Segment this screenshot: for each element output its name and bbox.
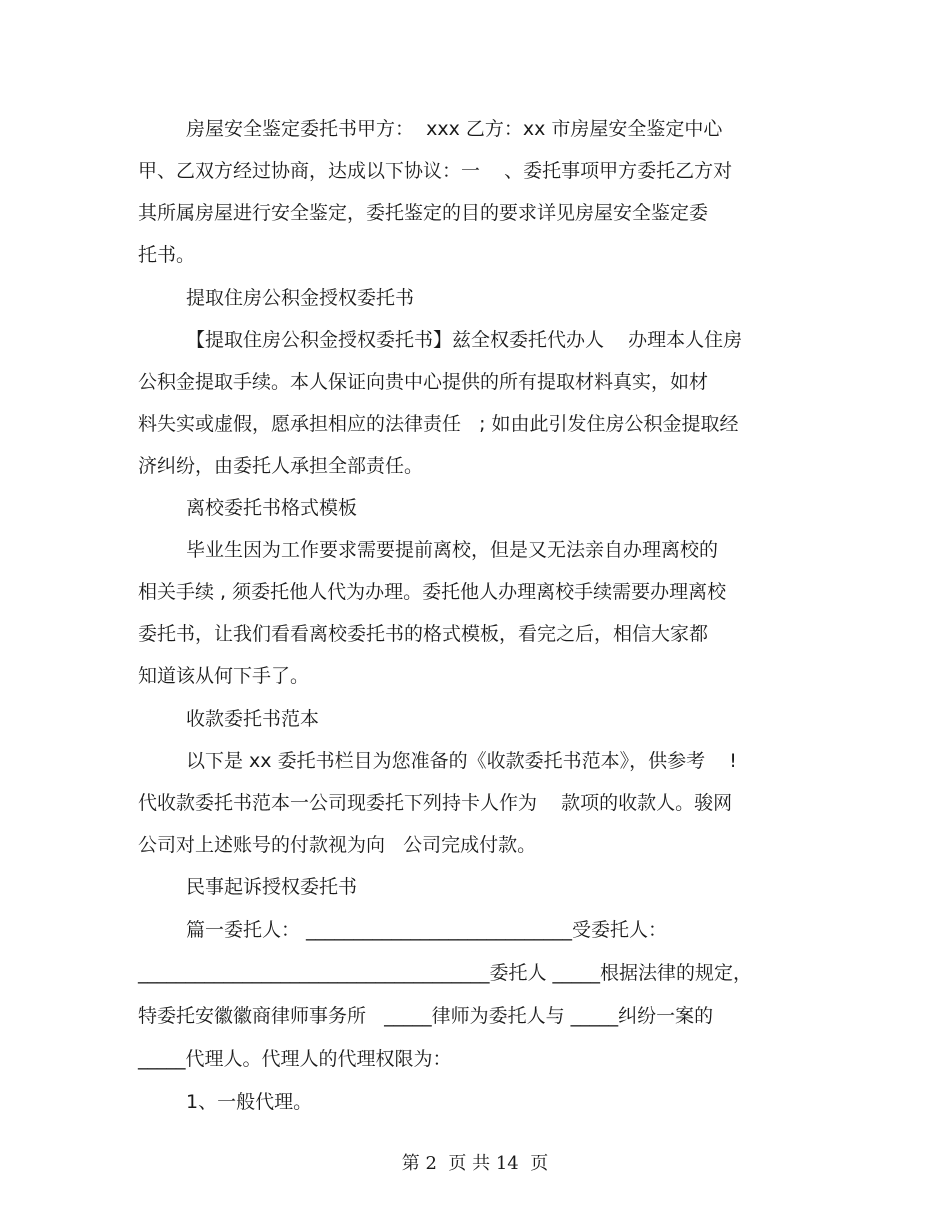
form-line: _____________________________________委托人 _____根据法律的规定， — [138, 962, 753, 984]
form-line: 篇一委托人： ____________________________受委托人： — [186, 919, 668, 941]
section-heading: 民事起诉授权委托书 — [186, 876, 358, 898]
paragraph-line: 公积金提取手续。本人保证向贵中心提供的所有提取材料真实，如材 — [138, 371, 709, 393]
paragraph-line: 以下是 xx 委托书栏目为您准备的《收款委托书范本》，供参考 ! — [186, 750, 737, 772]
section-heading: 提取住房公积金授权委托书 — [186, 287, 415, 309]
paragraph-line: 房屋安全鉴定委托书甲方： xxx 乙方：xx 市房屋安全鉴定中心 — [186, 118, 723, 140]
paragraph-line: 料失实或虚假，愿承担相应的法律责任 ; 如由此引发住房公积金提取经 — [138, 413, 739, 435]
paragraph-line: 知道该从何下手了。 — [138, 665, 310, 687]
paragraph-line: 托书。 — [138, 244, 196, 266]
paragraph-line: 公司对上述账号的付款视为向 公司完成付款。 — [138, 834, 537, 856]
section-heading: 离校委托书格式模板 — [186, 497, 358, 519]
list-item: 1、一般代理。 — [186, 1091, 313, 1113]
form-line: 特委托安徽徽商律师事务所 _____律师为委托人与 _____纠纷一案的 — [138, 1005, 714, 1027]
paragraph-line: 其所属房屋进行安全鉴定，委托鉴定的目的要求详见房屋安全鉴定委 — [138, 202, 709, 224]
form-line: _____代理人。代理人的代理权限为： — [138, 1048, 452, 1070]
paragraph-line: 济纠纷，由委托人承担全部责任。 — [138, 455, 424, 477]
paragraph-line: 甲、乙双方经过协商，达成以下协议：一 、委托事项甲方委托乙方对 — [138, 160, 733, 182]
section-heading: 收款委托书范本 — [186, 708, 320, 730]
paragraph-line: 相关手续 , 须委托他人代为办理。委托他人办理离校手续需要办理离校 — [138, 581, 727, 603]
paragraph-line: 代收款委托书范本一公司现委托下列持卡人作为 款项的收款人。骏网 — [138, 792, 733, 814]
paragraph-line: 毕业生因为工作要求需要提前离校，但是又无法亲自办理离校的 — [186, 539, 719, 561]
paragraph-line: 【提取住房公积金授权委托书】兹全权委托代办人 办理本人住房 — [186, 329, 743, 351]
page-number-footer: 第 2 页 共 14 页 — [401, 1153, 549, 1174]
paragraph-line: 委托书，让我们看看离校委托书的格式模板，看完之后，相信大家都 — [138, 623, 709, 645]
